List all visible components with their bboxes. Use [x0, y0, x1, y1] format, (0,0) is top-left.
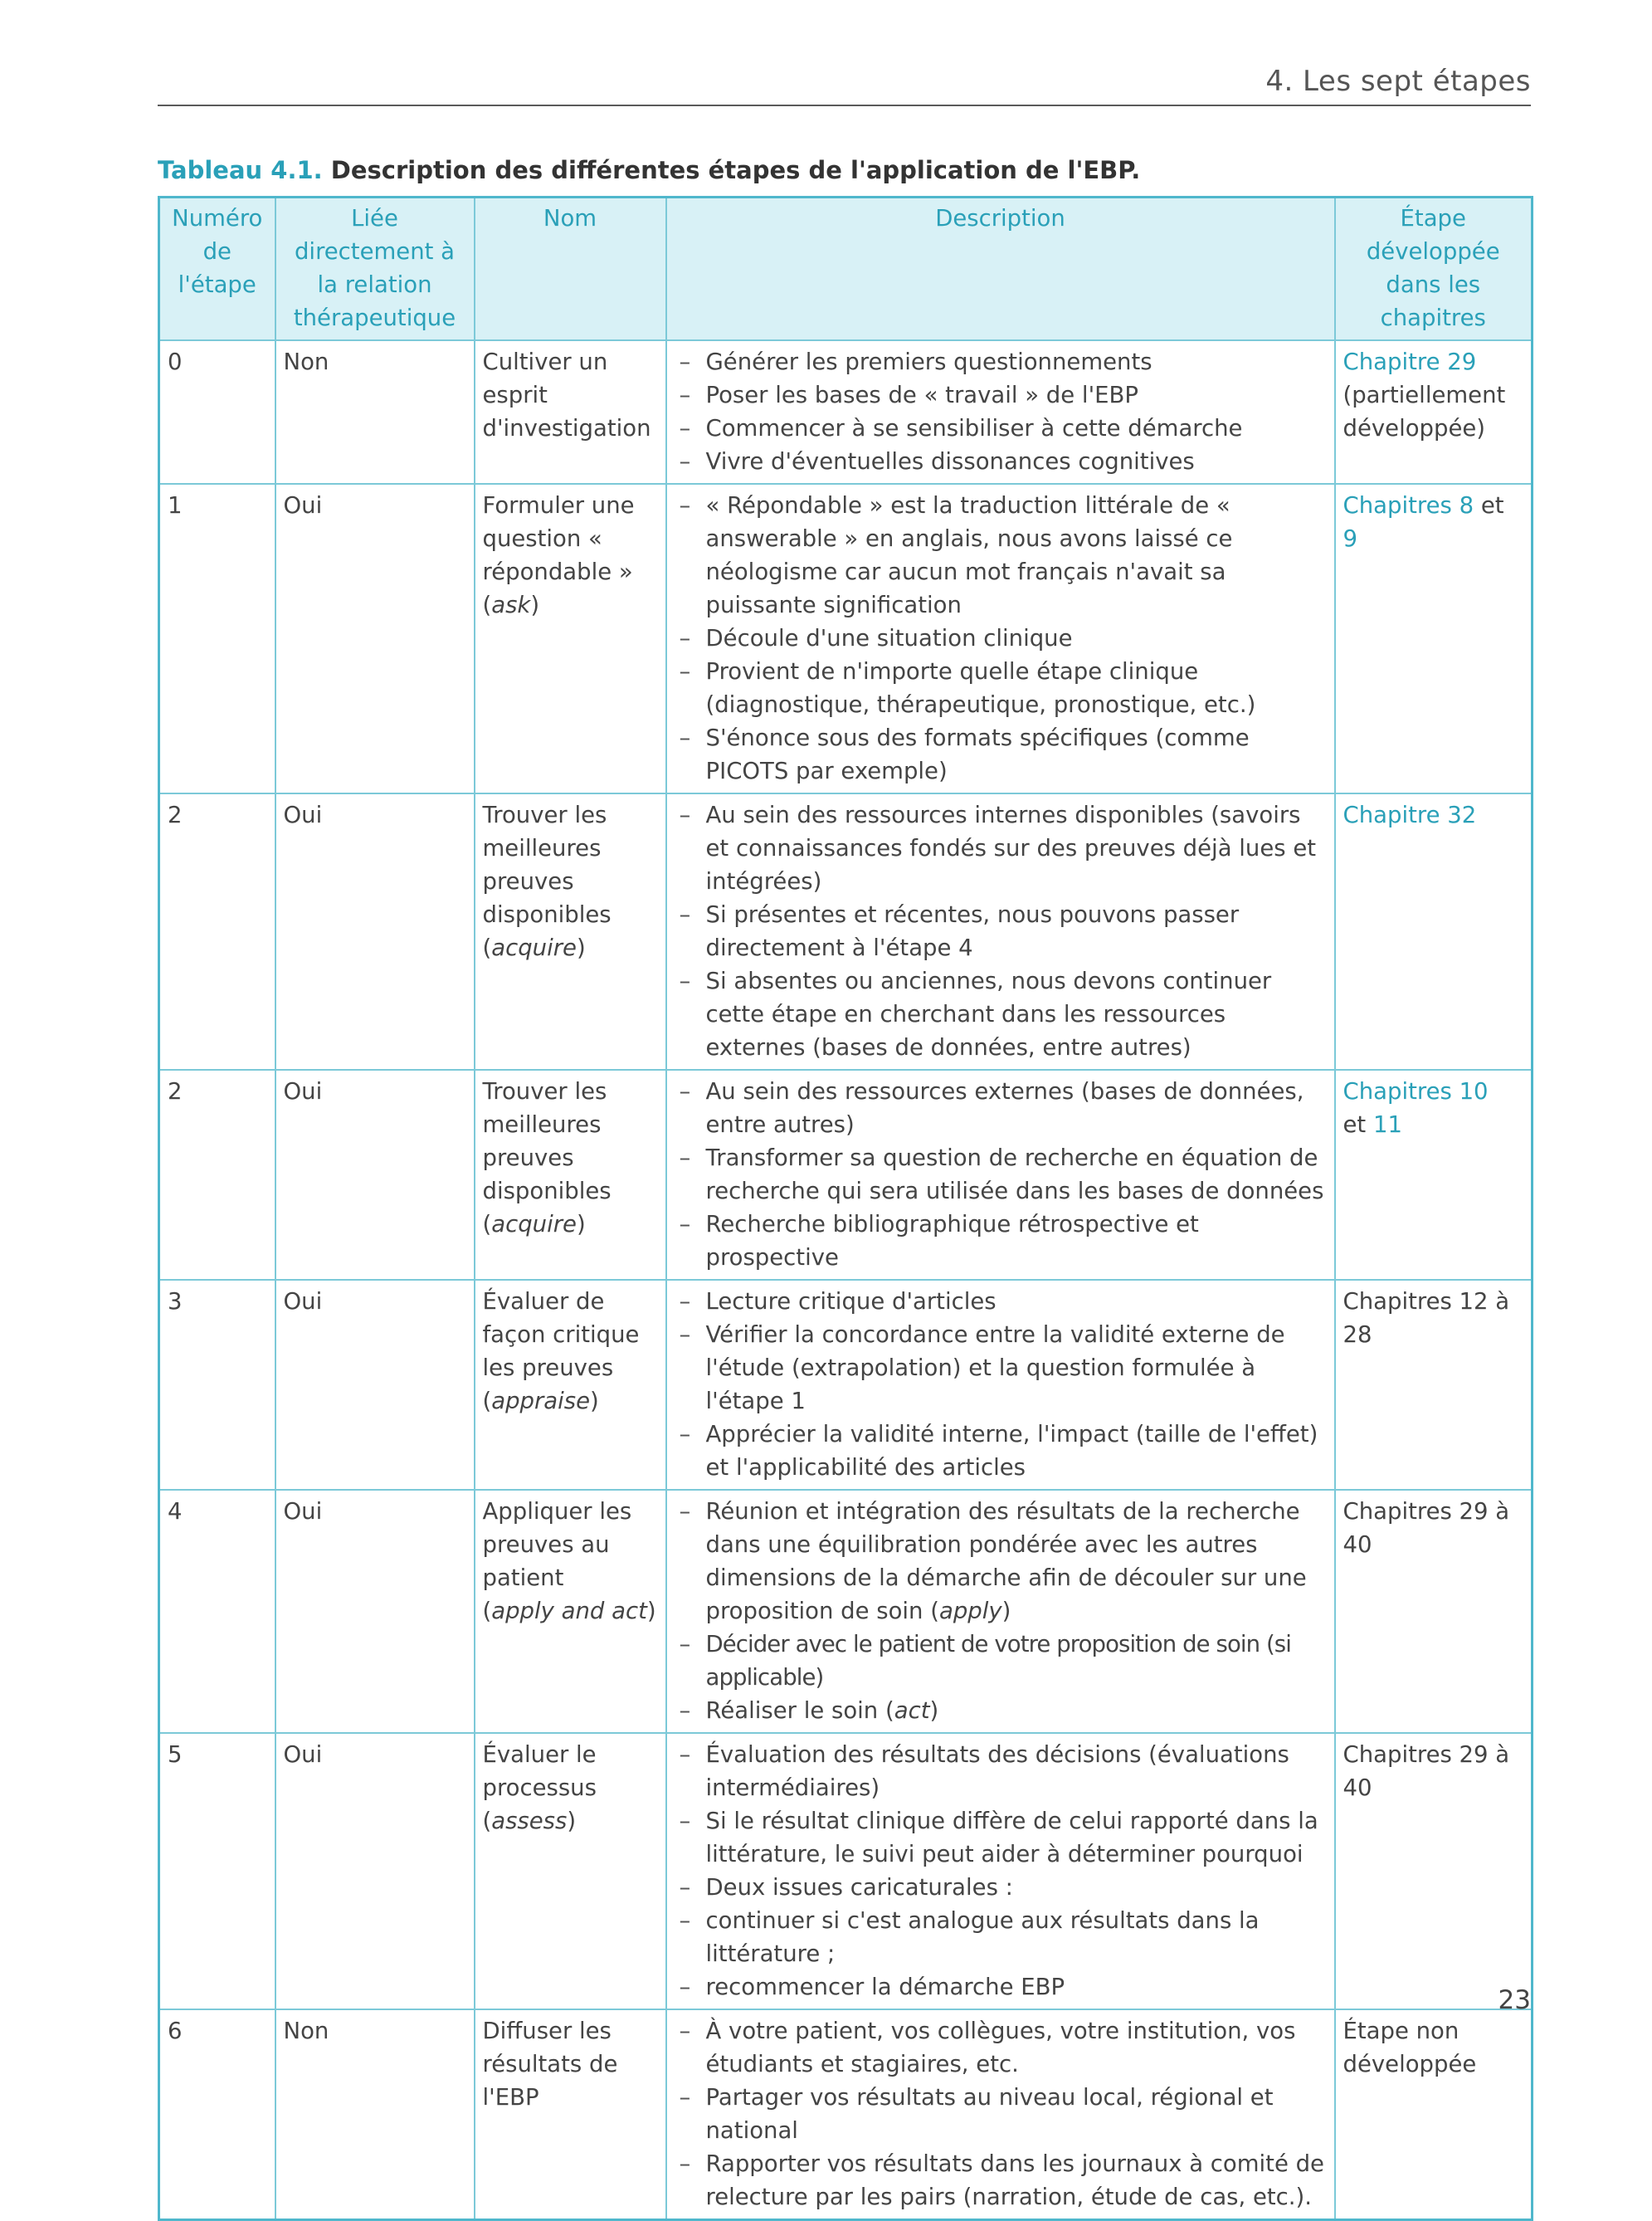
chapter-link[interactable]: Chapitre 29 — [1343, 349, 1477, 375]
cell-numero: 2 — [159, 793, 275, 1070]
running-header — [158, 65, 1531, 106]
list-item: – Si présentes et récentes, nous pouvons passer directement à l'étape 4 — [675, 898, 1327, 964]
chapter-note: Étape non développée — [1343, 2018, 1477, 2077]
cell-description — [666, 340, 1335, 484]
cell-nom: Trouver les meilleures preuves disponibles (acquire) — [475, 793, 666, 1070]
cell-nom: Évaluer le processus (assess) — [475, 1733, 666, 2009]
list-item: – Commencer à se sensibiliser à cette démarche — [675, 412, 1327, 445]
table-row — [159, 1280, 1533, 1490]
list-item: – Recherche bibliographique rétrospective et prospective — [675, 1208, 1327, 1274]
nom-text: Évaluer de façon critique les preuves — [482, 1288, 640, 1381]
running-title: 4. Les sept étapes — [1265, 65, 1531, 98]
cell-description — [666, 484, 1335, 793]
cell-liee: Oui — [275, 1490, 475, 1733]
nom-text: Trouver les meilleures preuves disponibles — [482, 802, 612, 928]
table-header-row — [159, 198, 1533, 341]
list-item: – Lecture critique d'articles — [675, 1285, 1327, 1318]
table-row — [159, 2009, 1533, 2220]
table-row — [159, 1733, 1533, 2009]
header-chapitres: Étape développée dans les chapitres — [1335, 198, 1533, 341]
cell-numero: 5 — [159, 1733, 275, 2009]
list-item: – Rapporter vos résultats dans les journaux à comité de relecture par les pairs (narration, étude de cas, etc.). — [675, 2147, 1327, 2214]
cell-liee: Non — [275, 2009, 475, 2220]
list-item: – Réunion et intégration des résultats de la recherche dans une équilibration pondérée avec les autres dimensions de la démarche afin de découler sur une proposition de soin (apply) — [675, 1495, 1327, 1628]
cell-chapitres — [1335, 1733, 1533, 2009]
list-item-text: Réunion et intégration des résultats de la recherche dans une équilibration pondérée avec les autres dimensions de la démarche afin de découler sur une proposition de soin — [705, 1498, 1307, 1624]
cell-liee: Oui — [275, 1070, 475, 1280]
nom-text: Diffuser les résultats de l'EBP — [482, 2018, 618, 2111]
cell-description — [666, 1280, 1335, 1490]
list-item: – Provient de n'importe quelle étape clinique (diagnostique, thérapeutique, pronostique, etc.) — [675, 655, 1327, 721]
cell-liee: Oui — [275, 793, 475, 1070]
cell-chapitres — [1335, 340, 1533, 484]
list-item: – S'énonce sous des formats spécifiques (comme PICOTS par exemple) — [675, 721, 1327, 788]
cell-numero: 0 — [159, 340, 275, 484]
nom-english: appraise — [491, 1388, 591, 1414]
list-item: – Vérifier la concordance entre la validité externe de l'étude (extrapolation) et la question formulée à l'étape 1 — [675, 1318, 1327, 1418]
nom-english: apply and act — [491, 1598, 647, 1624]
chapter-note: (partiellement développée) — [1343, 382, 1506, 442]
cell-nom — [475, 340, 666, 484]
list-item-english: apply — [938, 1598, 1002, 1624]
chapter-range: Chapitres 12 à 28 — [1343, 1288, 1510, 1348]
nom-english: acquire — [491, 935, 577, 961]
nom-text: Appliquer les preuves au patient — [482, 1498, 632, 1591]
table-caption — [158, 156, 1140, 184]
list-item: – Apprécier la validité interne, l'impact (taille de l'effet) et l'applicabilité des articles — [675, 1418, 1327, 1484]
list-item: – « Répondable » est la traduction littérale de « answerable » en anglais, nous avons laissé ce néologisme car aucun mot français n'avait sa puissante signification — [675, 489, 1327, 622]
list-item: – Si absentes ou anciennes, nous devons continuer cette étape en cherchant dans les ressources externes (bases de données, entre autres) — [675, 964, 1327, 1064]
list-item: – Au sein des ressources internes disponibles (savoirs et connaissances fondés sur des preuves déjà lues et intégrées) — [675, 798, 1327, 898]
cell-numero: 6 — [159, 2009, 275, 2220]
cell-numero: 2 — [159, 1070, 275, 1280]
list-item-text: Réaliser le soin — [705, 1697, 879, 1724]
list-item: – Décider avec le patient de votre proposition de soin (si applicable) — [675, 1628, 1327, 1694]
cell-nom: Formuler une question « répondable » (ask) — [475, 484, 666, 793]
cell-liee: Oui — [275, 1280, 475, 1490]
nom-text: Formuler une question « répondable » — [482, 492, 635, 585]
header-numero: Numéro de l'étape — [159, 198, 275, 341]
table-row — [159, 1490, 1533, 1733]
chapter-range: Chapitres 29 à 40 — [1343, 1498, 1510, 1558]
nom-english: ask — [491, 592, 531, 618]
table-row — [159, 340, 1533, 484]
list-item: – Partager vos résultats au niveau local, régional et national — [675, 2081, 1327, 2147]
table-row — [159, 1070, 1533, 1280]
cell-chapitres — [1335, 2009, 1533, 2220]
cell-nom — [475, 2009, 666, 2220]
steps-table — [158, 196, 1533, 2221]
header-description: Description — [666, 198, 1335, 341]
nom-text: Trouver les meilleures preuves disponibles — [482, 1078, 612, 1204]
cell-chapitres — [1335, 793, 1533, 1070]
cell-description — [666, 1490, 1335, 1733]
cell-description — [666, 2009, 1335, 2220]
nom-text: Cultiver un esprit d'investigation — [482, 349, 651, 442]
chapter-link[interactable]: 9 — [1343, 525, 1357, 552]
caption-label: Tableau 4.1. — [158, 156, 323, 184]
cell-chapitres — [1335, 484, 1533, 793]
cell-liee: Non — [275, 340, 475, 484]
cell-liee: Oui — [275, 1733, 475, 2009]
chapter-label: Chapitres — [1343, 492, 1452, 519]
table-row — [159, 793, 1533, 1070]
list-item: – Au sein des ressources externes (bases de données, entre autres) — [675, 1075, 1327, 1141]
chapter-link[interactable]: Chapitre 32 — [1343, 802, 1477, 828]
list-item: – Évaluation des résultats des décisions (évaluations intermédiaires) — [675, 1738, 1327, 1804]
cell-nom: Évaluer de façon critique les preuves (appraise) — [475, 1280, 666, 1490]
list-item: – continuer si c'est analogue aux résultats dans la littérature ; — [675, 1904, 1327, 1970]
chapter-range: Chapitres 29 à 40 — [1343, 1741, 1510, 1801]
cell-numero: 1 — [159, 484, 275, 793]
cell-nom: Appliquer les preuves au patient (apply and act) — [475, 1490, 666, 1733]
caption-title: Description des différentes étapes de l'application de l'EBP. — [330, 156, 1141, 184]
nom-english: assess — [491, 1808, 568, 1834]
header-nom: Nom — [475, 198, 666, 341]
cell-liee: Oui — [275, 484, 475, 793]
list-item: – Deux issues caricaturales : — [675, 1871, 1327, 1904]
chapter-link[interactable]: 10 — [1459, 1078, 1489, 1105]
list-item: – Vivre d'éventuelles dissonances cognitives — [675, 445, 1327, 478]
table-row — [159, 484, 1533, 793]
list-item: – Poser les bases de « travail » de l'EBP — [675, 378, 1327, 412]
list-item: – Réaliser le soin (act) — [675, 1694, 1327, 1727]
cell-chapitres — [1335, 1280, 1533, 1490]
cell-description — [666, 1070, 1335, 1280]
header-liee: Liée directement à la relation thérapeutique — [275, 198, 475, 341]
list-item: – Transformer sa question de recherche en équation de recherche qui sera utilisée dans les bases de données — [675, 1141, 1327, 1208]
cell-chapitres — [1335, 1070, 1533, 1280]
chapter-link[interactable]: 8 — [1459, 492, 1474, 519]
chapter-link[interactable]: 11 — [1372, 1111, 1402, 1138]
nom-text: Évaluer le processus — [482, 1741, 597, 1801]
list-item: – À votre patient, vos collègues, votre institution, vos étudiants et stagiaires, etc. — [675, 2014, 1327, 2081]
cell-nom: Trouver les meilleures preuves disponibles (acquire) — [475, 1070, 666, 1280]
list-item: – recommencer la démarche EBP — [675, 1970, 1327, 2004]
cell-description — [666, 1733, 1335, 2009]
cell-description — [666, 793, 1335, 1070]
list-item: – Générer les premiers questionnements — [675, 345, 1327, 378]
list-item-english: act — [894, 1697, 930, 1724]
cell-numero: 3 — [159, 1280, 275, 1490]
page-number: 23 — [1498, 1985, 1531, 2015]
chapter-label: Chapitres — [1343, 1078, 1452, 1105]
cell-numero: 4 — [159, 1490, 275, 1733]
nom-english: acquire — [491, 1211, 577, 1237]
list-item: – Découle d'une situation clinique — [675, 622, 1327, 655]
chapter-and: et — [1343, 1111, 1367, 1138]
list-item: – Si le résultat clinique diffère de celui rapporté dans la littérature, le suivi peut aider à déterminer pourquoi — [675, 1804, 1327, 1871]
chapter-and: et — [1480, 492, 1504, 519]
cell-chapitres — [1335, 1490, 1533, 1733]
